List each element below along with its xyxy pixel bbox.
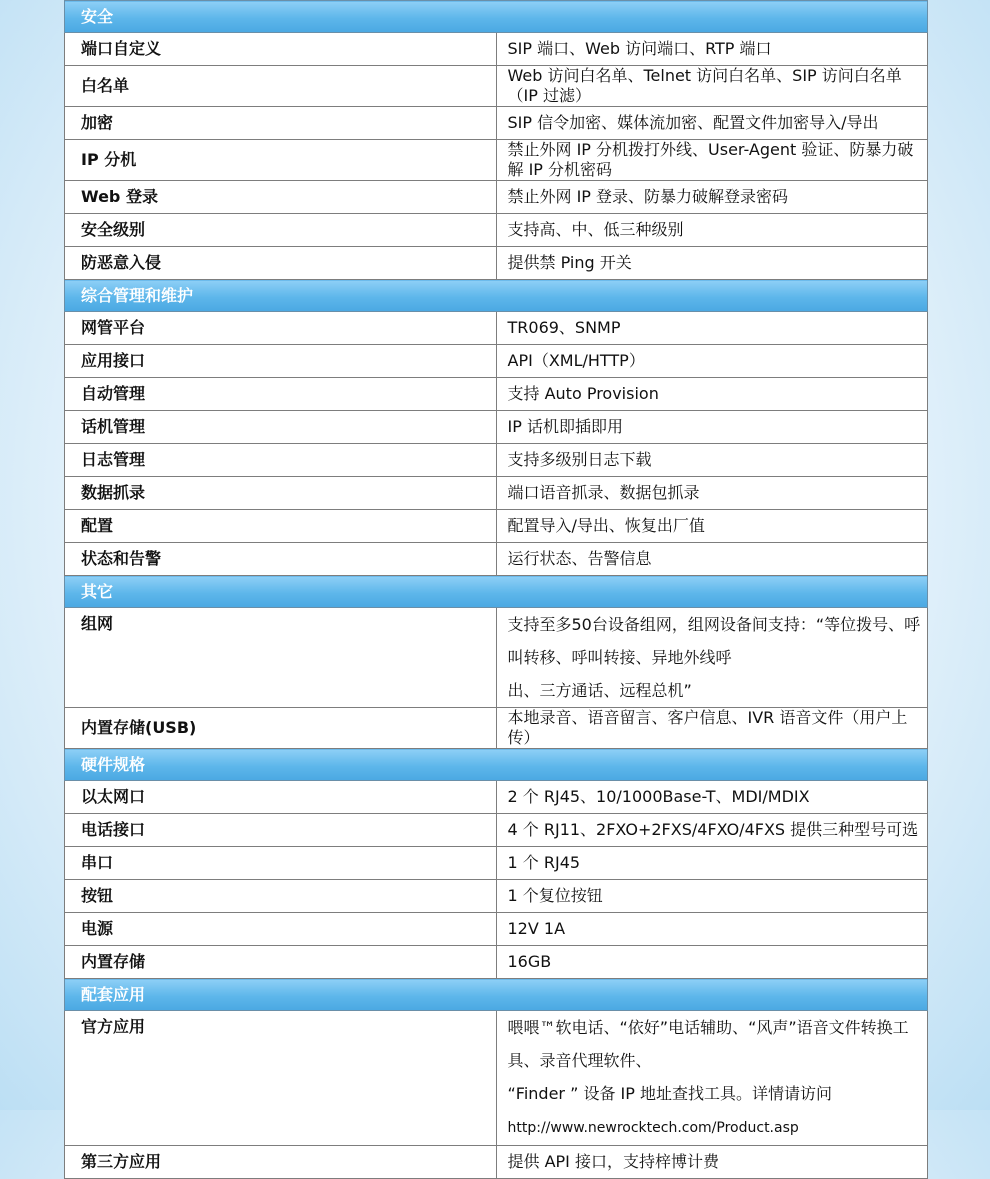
row-label: 端口自定义 xyxy=(65,33,497,66)
section-header-apps xyxy=(65,979,928,1011)
row-value xyxy=(496,608,928,708)
table-row xyxy=(65,345,928,378)
row-label: 第三方应用 xyxy=(65,1146,497,1179)
table-row xyxy=(65,1146,928,1179)
row-value: 支持高、中、低三种级别 xyxy=(496,214,928,247)
row-value: 12V 1A xyxy=(496,913,928,946)
row-label: 内置存储 xyxy=(65,946,497,979)
row-value: 运行状态、告警信息 xyxy=(496,543,928,576)
row-value: 提供禁 Ping 开关 xyxy=(496,247,928,280)
row-label: IP 分机 xyxy=(65,140,497,181)
row-label: 加密 xyxy=(65,107,497,140)
section-title: 其它 xyxy=(65,576,928,608)
row-value: 16GB xyxy=(496,946,928,979)
row-value: TR069、SNMP xyxy=(496,312,928,345)
table-row xyxy=(65,543,928,576)
table-row xyxy=(65,1011,928,1146)
row-value: 端口语音抓录、数据包抓录 xyxy=(496,477,928,510)
row-label: 日志管理 xyxy=(65,444,497,477)
row-label: 以太网口 xyxy=(65,781,497,814)
value-line: “Finder ” 设备 IP 地址查找工具。详情请访问 xyxy=(507,1084,832,1103)
row-value: 本地录音、语音留言、客户信息、IVR 语音文件（用户上传） xyxy=(496,708,928,749)
table-row xyxy=(65,510,928,543)
table-row xyxy=(65,214,928,247)
table-row xyxy=(65,378,928,411)
row-label: 数据抓录 xyxy=(65,477,497,510)
table-row xyxy=(65,946,928,979)
row-value: Web 访问白名单、Telnet 访问白名单、SIP 访问白名单（IP 过滤） xyxy=(496,66,928,107)
section-title: 配套应用 xyxy=(65,979,928,1011)
row-value: 配置导入/导出、恢复出厂值 xyxy=(496,510,928,543)
table-row xyxy=(65,608,928,708)
table-row xyxy=(65,247,928,280)
table-row xyxy=(65,33,928,66)
section-header-hardware xyxy=(65,749,928,781)
row-value: SIP 信令加密、媒体流加密、配置文件加密导入/导出 xyxy=(496,107,928,140)
row-label: 网管平台 xyxy=(65,312,497,345)
section-header-management xyxy=(65,280,928,312)
section-title: 综合管理和维护 xyxy=(65,280,928,312)
row-label: 防恶意入侵 xyxy=(65,247,497,280)
row-value: 4 个 RJ11、2FXO+2FXS/4FXO/4FXS 提供三种型号可选 xyxy=(496,814,928,847)
row-label: 安全级别 xyxy=(65,214,497,247)
table-row xyxy=(65,814,928,847)
table-row xyxy=(65,140,928,181)
row-value: 禁止外网 IP 登录、防暴力破解登录密码 xyxy=(496,181,928,214)
table-row xyxy=(65,107,928,140)
table-row xyxy=(65,847,928,880)
table-row xyxy=(65,781,928,814)
section-title: 硬件规格 xyxy=(65,749,928,781)
row-label: 话机管理 xyxy=(65,411,497,444)
row-label: 电源 xyxy=(65,913,497,946)
row-value: API（XML/HTTP） xyxy=(496,345,928,378)
product-link[interactable]: http://www.newrocktech.com/Product.asp xyxy=(507,1120,799,1136)
row-value: SIP 端口、Web 访问端口、RTP 端口 xyxy=(496,33,928,66)
row-value: 支持多级别日志下载 xyxy=(496,444,928,477)
row-value: 提供 API 接口，支持梓博计费 xyxy=(496,1146,928,1179)
row-value xyxy=(496,1011,928,1146)
spec-table xyxy=(64,0,928,1179)
row-label: 应用接口 xyxy=(65,345,497,378)
value-line: 支持至多50台设备组网，组网设备间支持：“等位拨号、呼叫转移、呼叫转接、异地外线呼 xyxy=(507,615,921,667)
row-label: 内置存储(USB) xyxy=(65,708,497,749)
row-label: 按钮 xyxy=(65,880,497,913)
section-header-other xyxy=(65,576,928,608)
row-label: 官方应用 xyxy=(65,1011,497,1146)
row-label: Web 登录 xyxy=(65,181,497,214)
row-value: 支持 Auto Provision xyxy=(496,378,928,411)
value-line: 出、三方通话、远程总机” xyxy=(507,681,692,700)
table-row xyxy=(65,66,928,107)
table-row xyxy=(65,880,928,913)
table-row xyxy=(65,312,928,345)
row-label: 自动管理 xyxy=(65,378,497,411)
row-label: 状态和告警 xyxy=(65,543,497,576)
row-label: 配置 xyxy=(65,510,497,543)
row-value: 禁止外网 IP 分机拨打外线、User-Agent 验证、防暴力破解 IP 分机密码 xyxy=(496,140,928,181)
table-row xyxy=(65,181,928,214)
table-row xyxy=(65,444,928,477)
row-label: 白名单 xyxy=(65,66,497,107)
row-label: 电话接口 xyxy=(65,814,497,847)
row-value: 2 个 RJ45、10/1000Base-T、MDI/MDIX xyxy=(496,781,928,814)
table-row xyxy=(65,708,928,749)
section-header-security xyxy=(65,1,928,33)
value-line: 喂喂™软电话、“依好”电话辅助、“风声”语音文件转换工具、录音代理软件、 xyxy=(507,1018,909,1070)
table-row xyxy=(65,913,928,946)
row-label: 组网 xyxy=(65,608,497,708)
row-value: 1 个复位按钮 xyxy=(496,880,928,913)
table-row xyxy=(65,411,928,444)
section-title: 安全 xyxy=(65,1,928,33)
table-row xyxy=(65,477,928,510)
row-value: IP 话机即插即用 xyxy=(496,411,928,444)
row-value: 1 个 RJ45 xyxy=(496,847,928,880)
row-label: 串口 xyxy=(65,847,497,880)
